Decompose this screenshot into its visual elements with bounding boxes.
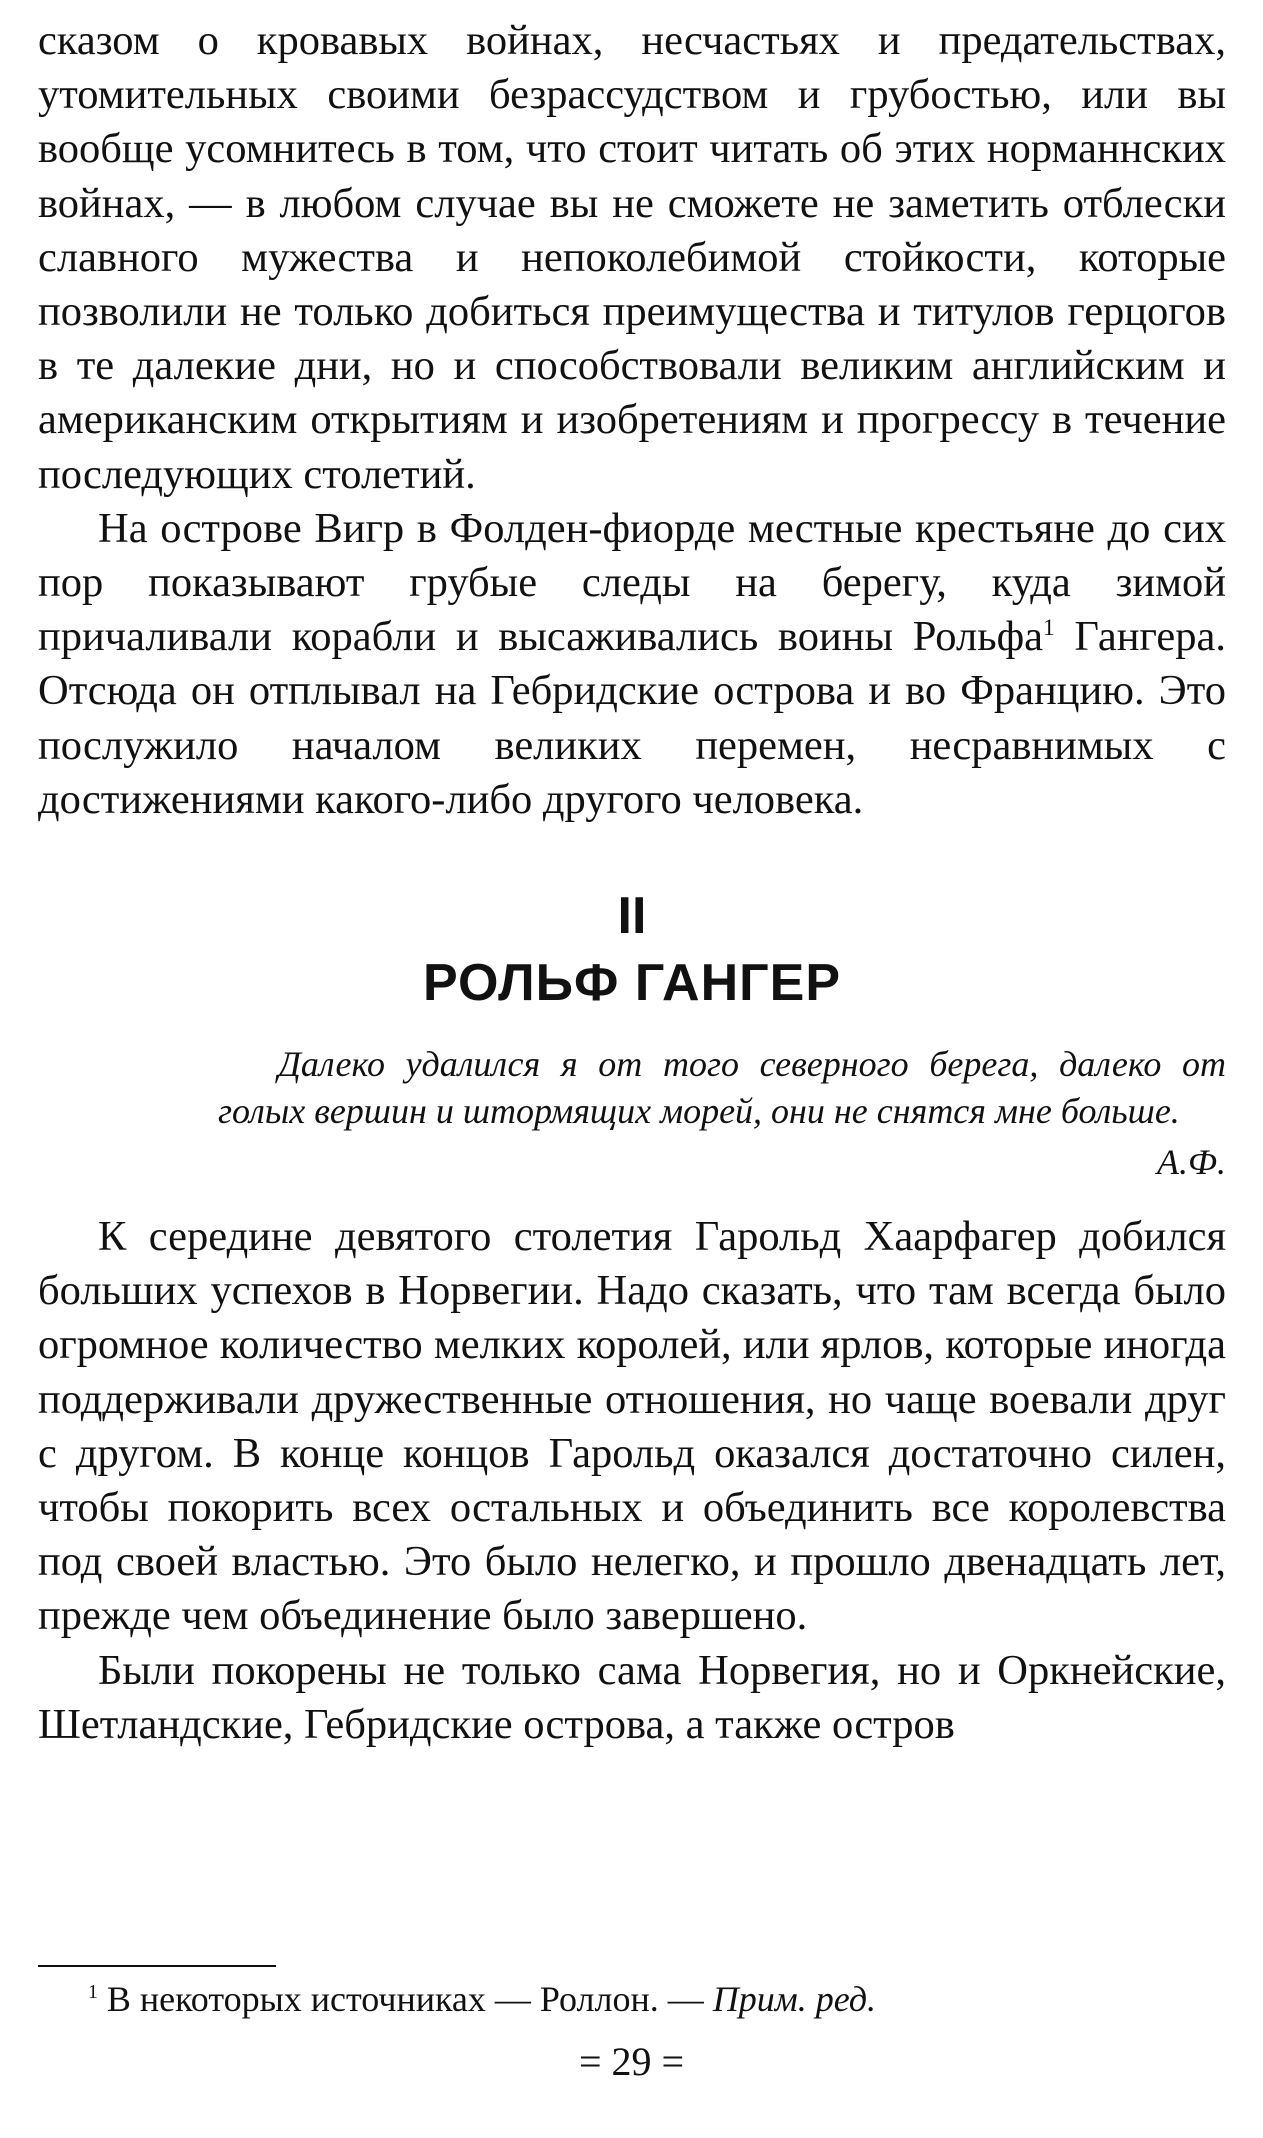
footnote-reference[interactable]: 1	[1042, 615, 1055, 642]
page-body	[38, 14, 1226, 1752]
page-number: = 29 =	[578, 2039, 685, 2084]
paragraph-vigr-island	[38, 502, 1226, 827]
footnote-mark: 1	[88, 1981, 98, 2003]
paragraph-text: На острове Вигр в Фолден-фиорде местные крестьяне до сих пор показывают грубые следы на берегу, куда зимой причаливали корабли и высаживались воины Рольфа	[38, 504, 1226, 661]
epigraph-author: А.Ф.	[1157, 1142, 1226, 1183]
footnote-text: В некоторых источниках — Роллон. —	[97, 1979, 713, 2019]
footnote-editor-note: Прим. ред.	[712, 1979, 877, 2019]
epigraph-text: Далеко удалился я от того северного берега, далеко от голых вершин и штормящих морей, они не снятся мне больше.	[218, 1044, 1226, 1132]
chapter-title: РОЛЬФ ГАНГЕР	[423, 954, 841, 1013]
footnote-divider	[38, 1965, 276, 1967]
paragraph-continued: сказом о кровавых войнах, несчастьях и предательствах, утомительных своими безрассудством и грубостью, или вы вообще усомнитесь в том, что стоит читать об этих норманнских войнах, — в любом случае вы не сможете не заметить отблески славного мужества и непоколебимой стойкости, которые позволили не только добиться преимущества и титулов герцогов в те далекие дни, но и способствовали великим английским и американским открытиям и изобретениям и прогрессу в течение последующих столетий.	[38, 17, 1226, 498]
footnote	[88, 1975, 876, 2023]
paragraph-harald: К середине девятого столетия Гарольд Хаарфагер добился больших успехов в Норвегии. Надо сказать, что там всегда было огромное количество мелких королей, или ярлов, которые иногда поддерживали дружественные отношения, но чаще воевали друг с другом. В конце концов Гарольд оказался достаточно силен, чтобы покорить всех остальных и объединить все королевства под своей властью. Это было нелегко, и прошло двенадцать лет, прежде чем объединение было завершено.	[38, 1213, 1226, 1640]
paragraph-conquered: Были покорены не только сама Норвегия, но и Оркнейские, Шетландские, Гебридские острова, а также остров	[38, 1646, 1226, 1748]
paragraph-text: Гангера. Отсюда он отплывал на Гебридские острова и во Францию. Это послужило началом великих перемен, несравнимых с достижениями какого-либо другого человека.	[38, 613, 1226, 823]
chapter-number: II	[617, 887, 647, 946]
epigraph	[218, 1041, 1226, 1186]
